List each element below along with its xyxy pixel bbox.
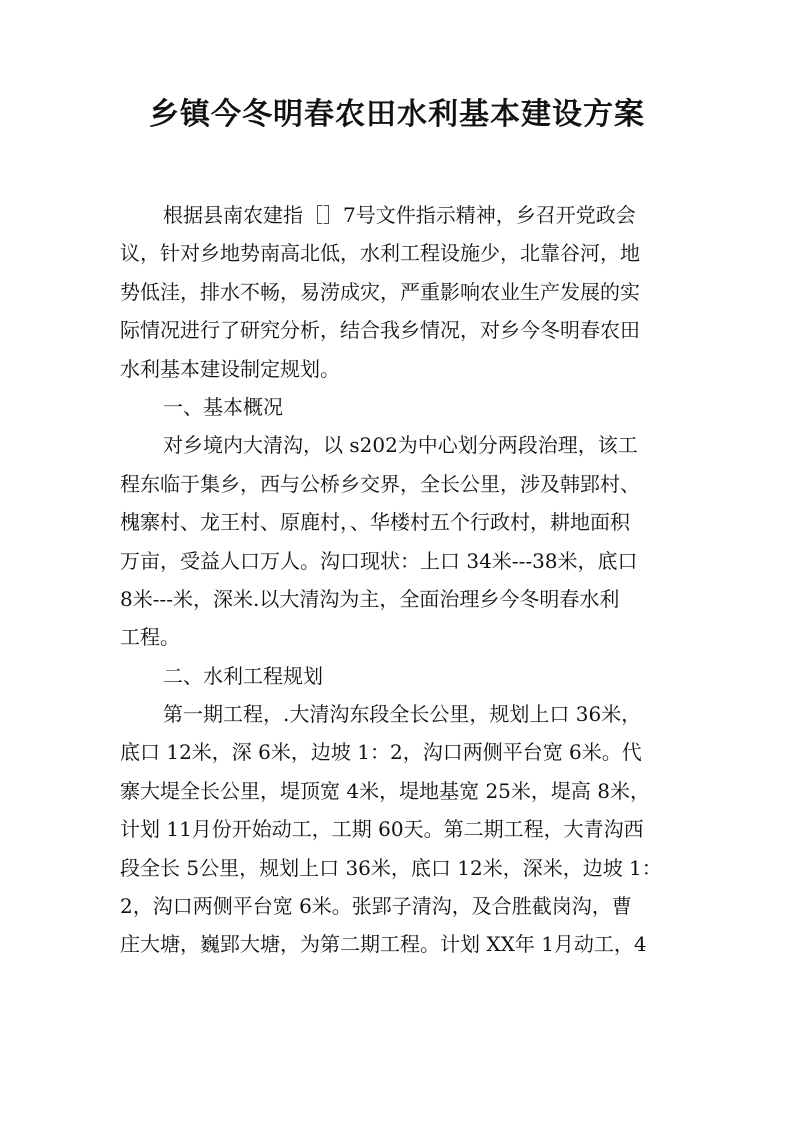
text-line: 根据县南农建指［］7号文件指示精神，乡召开党政会: [163, 203, 636, 227]
text-line: 对乡境内大清沟，以 s202为中心划分两段治理，该工: [163, 433, 638, 458]
text-line: 2，沟口两侧平台宽 6米。张郢子清沟，及合胜截岗沟，曹: [120, 894, 632, 919]
text-line: 际情况进行了研究分析，结合我乡情况，对乡今冬明春农田: [120, 318, 640, 343]
text-line: 势低洼，排水不畅，易涝成灾，严重影响农业生产发展的实: [120, 279, 640, 304]
text-line: 一、基本概况: [163, 394, 283, 419]
document-title: 乡镇今冬明春农田水利基本建设方案: [149, 97, 645, 132]
text-line: 槐寨村、龙王村、原鹿村，、华楼村五个行政村，耕地面积: [120, 510, 630, 535]
text-line: 段全长 5公里，规划上口 36米，底口 12米，深米，边坡 1：: [120, 855, 662, 880]
text-line: 8米---米，深米.以大清沟为主，全面治理乡今冬明春水利: [120, 586, 620, 611]
text-line: 庄大塘，巍郢大塘，为第二期工程。计划 XX年 1月动工，4: [120, 932, 647, 957]
text-line: 二、水利工程规划: [163, 663, 323, 688]
document-body: [120, 196, 680, 964]
text-line: 第一期工程，.大清沟东段全长公里，规划上口 36米，: [163, 702, 642, 727]
text-line: 底口 12米，深 6米，边坡 1：2，沟口两侧平台宽 6米。代: [120, 740, 642, 765]
text-line: 水利基本建设制定规划。: [120, 356, 340, 381]
text-line: 万亩，受益人口万人。沟口现状：上口 34米---38米，底口: [120, 548, 638, 573]
text-line: 议，针对乡地势南高北低，水利工程设施少，北靠谷河，地: [120, 241, 640, 266]
text-line: 工程。: [120, 625, 180, 650]
text-line: 寨大堤全长公里，堤顶宽 4米，堤地基宽 25米，堤高 8米，: [120, 778, 650, 803]
text-line: 计划 11月份开始动工，工期 60天。第二期工程，大青沟西: [120, 817, 644, 842]
text-line: 程东临于集乡，西与公桥乡交界，全长公里，涉及韩郢村、: [120, 471, 640, 496]
